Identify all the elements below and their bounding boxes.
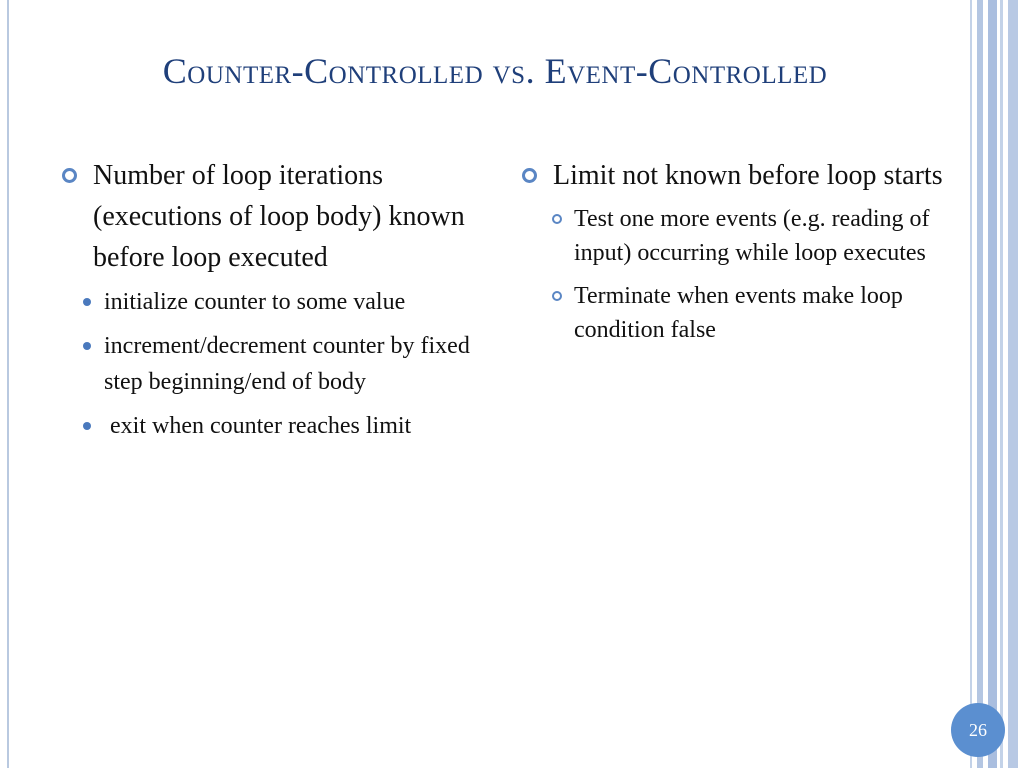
slide-title: Counter-Controlled vs. Event-Controlled	[162, 51, 828, 91]
slide-frame-left	[7, 0, 9, 768]
left-sub-text: initialize counter to some value	[104, 289, 406, 315]
decor-stripe	[1008, 0, 1018, 768]
decor-stripe	[988, 0, 997, 768]
left-sub-bullet	[62, 328, 482, 400]
left-sub-bullet	[62, 284, 482, 320]
left-sub-text: increment/decrement counter by fixed step beginning/end of body	[104, 333, 470, 395]
page-number-badge	[951, 703, 1005, 757]
decor-stripe	[1000, 0, 1003, 768]
dot-bullet-icon	[83, 342, 91, 350]
left-main-bullet	[62, 155, 482, 278]
dot-bullet-icon	[83, 422, 91, 430]
right-sub-text: Terminate when events make loop condition false	[574, 283, 903, 343]
decor-stripe	[970, 0, 972, 768]
decor-stripe	[977, 0, 983, 768]
ring-bullet-icon	[522, 168, 537, 183]
right-main-bullet	[522, 155, 962, 196]
right-sub-bullet	[522, 202, 962, 270]
ring-bullet-icon	[552, 214, 562, 224]
left-sub-bullet	[62, 408, 482, 444]
left-main-text: Number of loop iterations (executions of loop body) known before loop executed	[93, 160, 465, 273]
ring-bullet-icon	[552, 291, 562, 301]
right-sub-text: Test one more events (e.g. reading of input) occurring while loop executes	[574, 206, 930, 266]
ring-bullet-icon	[62, 168, 77, 183]
page-number: 26	[969, 719, 987, 740]
right-sub-bullet	[522, 279, 962, 347]
left-sub-text: exit when counter reaches limit	[104, 413, 412, 439]
left-column	[62, 155, 482, 452]
right-main-text: Limit not known before loop starts	[553, 160, 943, 191]
right-column	[522, 155, 962, 356]
dot-bullet-icon	[83, 298, 91, 306]
